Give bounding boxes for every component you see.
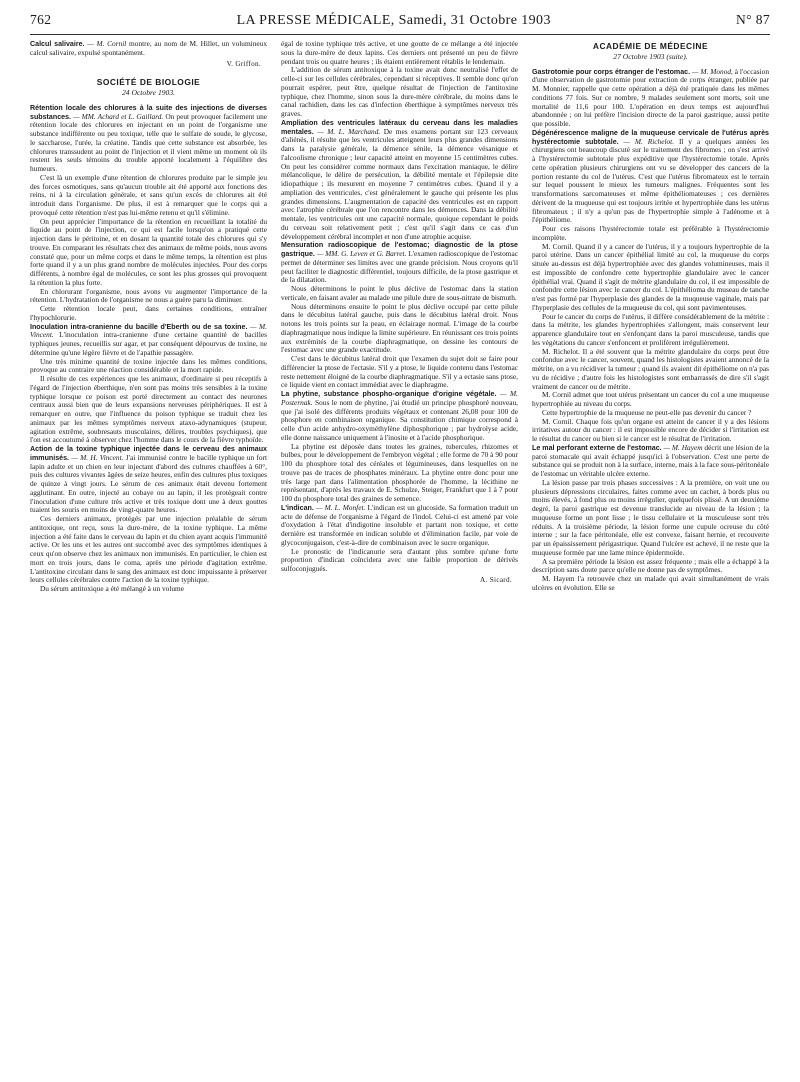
header-rule [30,34,770,35]
article-title: Inoculation intra-cranienne du bacille d'Eberth ou de sa toxine. [30,322,248,331]
paragraph: M. Richelot. Il a été souvent que la métrite glandulaire du corps peut être confondue avec le cancer, souvent, quand les histologistes avaient annoncé de la métrite, on a vu récidiver la tumeur ; quand ils avaient dit épithéliome on n'a pas vu de récidive ; d'autre fois les histologistes sont embarrassés de dire s'il s'agit vraiment de cancer ou de métrite. [532,346,769,391]
paragraph: Cette hypertrophie de la muqueuse ne peut-elle pas devenir du cancer ? [542,407,752,417]
paragraph: M. Hayem l'a retrouvée chez un malade qui avait simultanément de vrais ulcères en évolution. Elle se [532,574,769,592]
column-3 [532,40,769,1075]
article-title: L'indican. [281,503,314,512]
article-mensuration-estomac [281,241,518,285]
section-title: SOCIÉTÉ DE BIOLOGIE [96,77,201,88]
article-text: L'indican est un glucoside. Sa formation traduit un acte de défense de l'organisme à l'égard de l'indol. Celui-ci est amené par voie d'oxydation à l'état d'indigotine insoluble et partant non toxique, et cette dernière est transformée en indican soluble et d'élimination facile, par voie de glycoconjugaison, c'est-à-dire de combinaison avec le sucre organique. [281,502,518,547]
paragraph: Pour le cancer du corps de l'utérus, il diffère considérablement de la métrite : dans la métrite, les glandes hypertrophiées s'allongent, mais conservent leur apparence glandulaire tout en s'enfonçant dans la paroi musculeuse, tandis que les végétations du cancer s'enfoncent et prolifèrent irrégulièrement. [532,311,769,347]
paragraph: Ces derniers animaux, protégés par une injection préalable de sérum antitoxique, ont reçu, sous la dure-mère, de la toxine typhique. La même injection a été faite dans le cerveau du lapin et du chien ayant acquis l'immunité active. Or les uns et les autres ont succombé avec des symptômes identiques à ceux qu'on observe chez les animaux non immunisés. En particulier, le chien est mort en trois jours, dans le coma, après une période d'agitation extrême. L'antitoxine circulant dans le sang des animaux est donc impuissante à préserver leurs cellules cérébrales contre l'action de la toxine typhique. [30,514,267,585]
paragraph: Une très minime quantité de toxine injectée dans les mêmes conditions, provoque au contraire une réaction considérable et la mort rapide. [30,356,267,375]
paragraph: M. Cornil. Chaque fois qu'un organe est atteint de cancer il y a des lésions irritatives autour du cancer : il est impossible encore de décider si l'irritation est le résultat du cancer ou bien si le cancer est le résultat de l'irritation. [532,416,769,443]
article-toxine-typhique [30,445,267,515]
article-author: — M. Posternak. [281,389,518,407]
paragraph: M. Cornil admet que tout utérus présentant un cancer du col a une muqueuse hypertrophiée au niveau du corps. [532,390,769,408]
paragraph: Nous déterminons ensuite le point le plus déclive occupé par cette pilule dans le décubitus latéral gauche, puis dans le décubitus latéral droit. Nous notons les trois points sur la peau, en éclairage normal. L'image de la courbe diaphragmatique nous indique la limite supérieure. En réunissant ces trois points aux extrémités de la courbe diaphragmatique, on dessine les contours de l'estomac avec une grande exactitude. [281,301,518,355]
section-title: ACADÉMIE DE MÉDECINE [592,41,709,51]
paragraph: A sa première période la lésion est assez fréquente ; mais elle a échappé à la description sans doute parce qu'elle ne donne pas de symptômes. [532,556,769,575]
article-title: Calcul salivaire. [30,40,85,48]
article-text: montre, au nom de M. Hillet, un volumineux calcul salivaire, expulsé spontanément. [30,40,267,57]
article-inoculation-eberth [30,323,267,358]
paragraph: Pour ces raisons l'hystérectomie totale est préférable à l'hystérectomie incomplète. [532,224,769,242]
journal-title: LA PRESSE MÉDICALE, Samedi, 31 Octobre 1903 [236,13,551,28]
column-1 [30,40,267,1075]
article-indican [281,504,518,548]
paragraph: Nous déterminons le point le plus déclive de l'estomac dans la station verticale, en faisant avaler au malade une pilule dure de sous-nitrate de bismuth. [281,284,518,302]
paragraph: En chlorurant l'organisme, nous avons vu augmenter l'importance de la rétention. L'hydratation de l'organisme ne nous a guère paru la diminuer. [30,286,267,305]
paragraph: M. Cornil. Quand il y a cancer de l'utérus, il y a toujours hypertrophie de la paroi utérine. Dans un cancer épithélial limité au col, la muqueuse du corps située au-dessus est déjà hypertrophiée avec des glandes volumineuses, mais il est impossible de confondre cette hypertrophie glandulaire avec le cancer épithélial vrai. Quand il s'agit de métrite glandulaire du col, il est impossible de confondre cette lésion avec le cancer du col. L'épithélioma du museau de tanche n'est pas formé par l'hyperplasie des glandes de la muqueuse vaginale, mais par l'hyperplasie des cellules de la muqueuse du col, qui sont pavimenteuses. [532,241,769,312]
article-phytine [281,390,518,443]
page-header [30,12,770,34]
article-text: décrit une lésion de la paroi stomacale qui avait échappé jusqu'ici à l'observation. C'est une perte de substance qui se produit non à la surface, interne, mais à la face sous-péritonéale de l'estomac un véritable ulcère externe. [532,442,769,478]
article-text: L'examen radioscopique de l'estomac permet de déterminer ses limites avec une grande précision. Nous croyons qu'il peut faciliter le diagnostic différentiel, toujours difficile, de la ptose gastrique et de la dilatation. [281,249,518,285]
paragraph: Du sérum antitoxique a été mélangé à un volume [40,584,184,593]
article-text: De mes examens portant sur 123 cerveaux d'aliénés, il résulte que les ventricules atteignent leurs plus grandes dimensions dans la paralysie générale, la démence sénile, la démence vésanique et l'alcoolisme chronique ; leur capacité atteint en moyenne 15 centimètres cubes. On peut les considérer comme normaux dans l'excitation maniaque, le délire mélancolique, le délire de persécution, la débilité mentale et l'épilepsie dite idiopathique ; ils mesurent en moyenne 7 centimètres cubes. Quand il y a ampliation des ventricules, c'est généralement le gauche qui présente les plus grandes dimensions. L'augmentation de capacité des ventricules est en rapport avec l'atrophie cérébrale que l'on rencontre dans les démences. Dans la débilité mentale, les ventricules ont une capacité normale, quoique cependant le poids du cerveau soit relativement petit ; c'est qu'il s'agit dans ce cas d'un développement cérébral incomplet et non d'une atrophie acquise. [281,126,518,241]
article-ventricules [281,119,518,242]
article-text: J'ai immunisé contre le bacille typhique un fort lapin adulte et un chien en leur injectant d'abord des cultures chauffées à 60°, puis des cultures vivantes âgées de seize heures, enfin des cultures plus toxiques de quinze à vingt jours. Le sérum de ces animaux était devenu fortement agglutinant. En outre, injecté au cobaye ou au lapin, il les protégeait contre l'inoculation d'une culture très active et très toxique dont une à deux gouttes tuaient les souris en moins de vingt-quatre heures. [30,452,267,515]
article-author: — M. L. Marchand. [313,126,381,136]
article-text: Sous le nom de phytine, j'ai étudié un principe phosphoré nouveau, que j'ai isolé des différents produits végétaux et contenant 26,08 pour 100 de phosphore en combinaison organique. Sa constitution chimique correspond à celle d'un acide anhydro-oxyméthylène diphosphorique ; par hydrolyse acide, elle donne naissance uniquement à l'inosite et à l'acide phosphorique. [281,397,518,442]
article-title: Le mal perforant externe de l'estomac. [532,443,662,452]
article-calcul-salivaire [30,40,267,58]
paragraph: Il résulte de ces expériences que les animaux, d'ordinaire si peu réceptifs à l'égard de l'injection éberthique, n'en sont pas moins très sensibles à la toxine typhique lorsque ce poison est porté directement au contact des neurones centraux aussi bien que de leurs expansions nerveuses périphériques. Il est à remarquer en outre, que l'influence du poison typhique se traduit chez les animaux par les mêmes symptômes nerveux ataxo-adynamiques (stupeur, agitation extrême, soubresauts musculaires, délires, troubles psychiques), que l'on est accoutumé à observer chez l'homme dans le cours de la fièvre typhoïde. [30,374,267,445]
article-title: Mensuration radioscopique de l'estomac; diagnostic de la ptose gastrique. [281,241,518,258]
article-degenerescence [532,129,769,225]
paragraph: Cette rétention locale peut, dans certaines conditions, entraîner l'hypochlorurie. [30,304,267,322]
issue-number: N° 87 [735,12,770,27]
article-author: — M. Vincent. [30,321,267,340]
article-author: — M. Monod, [690,66,733,76]
article-author: — M. Hayem [661,442,703,452]
article-text: L'inoculation intra-cranienne d'une certaine quantité de bacilles typhiques jeunes, recueillis sur agar, et par conséquent dépourvus de toxine, ne détermine qu'une légère fièvre et de l'apathie passagère. [30,330,267,357]
article-author: — MM. G. Leven et G. Barret. [314,249,407,258]
paragraph: C'est là un exemple d'une rétention de chlorures produite par le simple jeu des forces osmotiques, sans qu'aucun trouble ait été apporté aux fonctions des reins, ni à la circulation générale, et sans qu'un excès de chlorures ait été introduit dans l'organisme. De plus, il est à remarquer que le corps qui a provoqué cette rétention n'est pas lui-même retenu et qu'il s'élimine. [30,172,267,217]
article-author: — M. H. Vincent. [69,452,124,462]
page-number: 762 [30,12,52,27]
column-2 [281,40,518,1075]
article-retention-chlorures [30,104,267,174]
paragraph: Le pronostic de l'indicanurie sera d'autant plus sombre qu'une forte proportion d'indican coïncidera avec une faible proportion de dérivés sulfoconjugués. [281,546,518,573]
paragraph: La lésion passe par trois phases successives : A la première, on voit une ou plusieurs dépressions circulaires, faites comme avec un cachet, à bords plus ou moins élevés, à fond plus ou moins irrégulier, quelquefois plissé. A un deuxième degré, la paroi gastrique est devenue translucide au niveau de la lésion ; la muqueuse forme un pont lisse ; le tissu cellulaire et la musculeuse sont très réduits. A la troisième période, la lésion forme une cupule ocreuse du côté interne ; sur la face péritonéale, elle est convexe, faisant hernie, et recouverte par un épaississement périgastrique. Quand l'ulcère est achevé, il ne reste que la muqueuse formée par une lame mince épidermoïde. [532,477,769,557]
article-text: On peut provoquer facilement une rétention locale des chlorures en injectant en un point de l'organisme une substance indifférente ou peu toxique, telle que le sulfate de soude, le glycose, le saccharose, l'urée, la créatine. Tandis que cette substance est absorbée, les chlorures transsudent au point de l'injection et il vient même un moment où ils restent les seuls témoins du trouble apporté localement à l'équilibre des humeurs. [30,111,267,173]
signature: A. Sicard. [480,575,512,584]
paragraph: L'addition de sérum antitoxique à la toxine avait donc neutralisé l'effet de celle-ci sur les cellules cérébrales, cependant si réceptives. Il semble donc qu'on pourrait espérer, peut être, quelque résultat de l'injection de l'antitoxine typhique, chez l'homme, sinon sous la dure-mère cérébrale, du moins dans le canal rachidien, dans les cas d'infection éberthique à symptômes nerveux très graves. [281,65,518,118]
article-title: Action de la toxine typhique injectée dans le cerveau des animaux immunisés. [30,445,267,462]
paragraph: La phytine est déposée dans toutes les graines, tubercules, rhizomes et bulbes, pour le développement de l'embryon végétal ; elle forme de 70 à 90 pour 100 du phosphore total des céréales et légumineuses, dans lesquelles on ne trouve pas de traces de phosphates minéraux. La phytine entre donc pour une très large part dans l'alimentation phosphorée de l'homme, la lécithine ne représentant, d'après les travaux de E. Schulze, Steiger, Frankfurt que 1 à 7 pour 100 du phosphore total des graines de semence. [281,441,518,503]
article-author: — M. Cornil [84,40,127,48]
article-title: Ampliation des ventricules latéraux du cerveau dans les maladies mentales. [281,118,518,136]
article-title: Dégénérescence maligne de la muqueuse cervicale de l'utérus après hystérectomie subtotale. [532,128,769,146]
section-date: 24 Octobre 1903. [121,88,176,97]
article-title: Rétention locale des chlorures à la suite des injections de diverses substances. [30,103,267,121]
article-title: Gastrotomie pour corps étranger de l'estomac. [532,67,691,76]
article-title: La phytine, substance phospho-organique d'origine végétale. [281,390,497,398]
article-text: Il y a quelques années les chirurgiens ont beaucoup discuté sur le traitement des fibromes ; on s'est arrivé à l'hystérectomie subtotale plus expéditive que l'hystérectomie totale. Après cette opération plusieurs chirurgiens ont vu se développer des cancers de la portion restante du col de l'utérus. C'est que l'utérus fibromateux est le terrain sur lequel poussent le mieux les tumeurs malignes. Fréquentes sont les transformations sarcomateuses et même épithéliomateuses ; ces dernières dérivent de la muqueuse qui est toujours irritée et hypertrophiée dans les utérus fibromateux ; il n'y a qu'un pas de l'hypertrophie simple à l'adénome et à l'épithéliome. [532,136,769,225]
paragraph: C'est dans le décubitus latéral droit que l'examen du sujet doit se faire pour différencier la ptose de l'ectasie. S'il y a ptose, le liquide contenu dans l'estomac reste nettement éloigné de la courbe diaphragmatique. S'il y a ectasie sans ptose, ce liquide vient en contact immédiat avec le diaphragme. [281,354,518,390]
article-gastrotomie [532,68,769,129]
signature: V. Griffon. [226,59,261,68]
article-author: — M. L. Monfet. [313,502,366,512]
text-columns [30,40,770,1075]
paragraph: On peut apprécier l'importance de la rétention en recueillant la totalité du liquide au point de l'injection, ce qui est facile lorsqu'on a pratiqué cette injection dans le péritoine, et en dosant la quantité totale des chlorures qui s'y trouve. En comparant les résultats chez des animaux de même poids, nous avons constaté que, pour un même corps et dans le même temps, la rétention est plus forte quand il y a un plus grand nombre de molécules injectées. Pour des corps différents, à nombre égal de molécules, ce sont les plus grosses qui provoquent la rétention la plus forte. [30,216,267,287]
paragraph: égal de toxine typhique très active, et une goutte de ce mélange a été injectée sous la dure-mère de deux lapins. Ces derniers ont présenté un peu de fièvre pendant trois ou quatre heures ; ils étaient entièrement rétablis le lendemain. [281,40,518,66]
section-date: 27 Octobre 1903 (suite). [613,51,688,61]
article-mal-perforant [532,444,769,479]
article-author: — M. Richelot. [618,136,675,146]
article-author: — MM. Achard et L. Gaillard. [71,111,164,121]
article-text: à l'occasion d'une observation de gastrotomie pour extraction de corps étranger, publiée par M. Monnier, rappelle que cette opération a déjà été pratiquée dans les mêmes conditions 77 fois. Sur ce nombre, 9 malades seulement sont morts, soit une mortalité de 11,6 pour 100. L'opération en deux temps est aujourd'hui abandonnée ; on lui préfère l'incision directe de la paroi gastrique, aussi petite que possible. [532,66,769,128]
